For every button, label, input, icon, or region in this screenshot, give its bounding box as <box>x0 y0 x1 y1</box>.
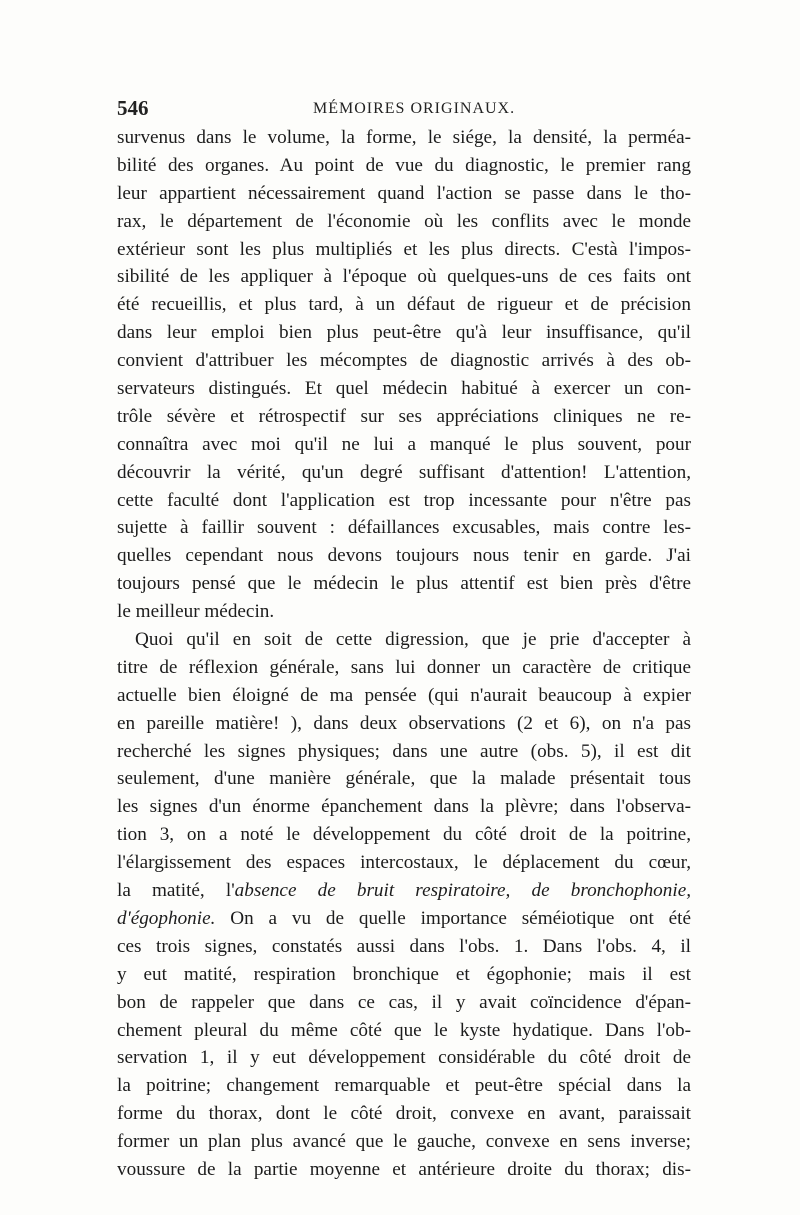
paragraph-1 <box>117 124 691 626</box>
text-line: l'élargissement des espaces intercostaux, le déplacement du cœur, <box>117 852 691 874</box>
text-line: ces trois signes, constatés aussi dans l'obs. 1. Dans l'obs. 4, il <box>117 935 691 957</box>
text-line: toujours pensé que le médecin le plus attentif est bien près d'être <box>117 573 691 595</box>
text-line: les signes d'un énorme épanchement dans la plèvre; dans l'observa- <box>117 796 691 818</box>
text-line: extérieur sont les plus multipliés et les plus directs. C'està l'impos- <box>117 238 691 260</box>
text-line: connaîtra avec moi qu'il ne lui a manqué le plus souvent, pour <box>117 433 691 455</box>
text-line: sibilité de les appliquer à l'époque où quelques-uns de ces faits ont <box>117 266 691 288</box>
text-line: en pareille matière! ), dans deux observations (2 et 6), on n'a pas <box>117 712 691 734</box>
text-line: cette faculté dont l'application est trop incessante pour n'être pas <box>117 489 691 511</box>
text-line: titre de réflexion générale, sans lui donner un caractère de critique <box>117 656 691 678</box>
page-number: 546 <box>117 96 149 120</box>
text-line: bon de rappeler que dans ce cas, il y avait coïncidence d'épan- <box>117 991 691 1013</box>
text-line: le meilleur médecin. <box>117 601 275 623</box>
text-line: trôle sévère et rétrospectif sur ses appréciations cliniques ne re- <box>117 405 691 427</box>
text-line: la poitrine; changement remarquable et peut-être spécial dans la <box>117 1075 691 1097</box>
text-line: Quoi qu'il en soit de cette digression, que je prie d'accepter à <box>135 629 691 651</box>
text-line: voussure de la partie moyenne et antérieure droite du thorax; dis- <box>117 1158 691 1180</box>
text-line: survenus dans le volume, la forme, le siége, la densité, la perméa- <box>117 127 691 148</box>
text-line: y eut matité, respiration bronchique et égophonie; mais il est <box>117 963 691 985</box>
text-line: sujette à faillir souvent : défaillances excusables, mais contre les- <box>117 517 691 539</box>
text-line: été recueillis, et plus tard, à un défaut de rigueur et de précision <box>117 294 691 316</box>
text-line: convient d'attribuer les mécomptes de diagnostic arrivés à des ob- <box>117 350 691 372</box>
page-header <box>117 96 685 124</box>
text-span: la matité, l' <box>117 880 235 902</box>
text-line: quelles cependant nous devons toujours nous tenir en garde. J'ai <box>117 545 691 567</box>
text-line-mixed <box>117 905 691 933</box>
text-line: former un plan plus avancé que le gauche, convexe en sens inverse; <box>117 1131 691 1153</box>
italic-text: d'égophonie. <box>117 907 216 929</box>
text-line: actuelle bien éloigné de ma pensée (qui n'aurait beaucoup à expier <box>117 684 691 706</box>
italic-text: absence de bruit respiratoire, de bronchophonie, <box>234 880 691 902</box>
running-title: MÉMOIRES ORIGINAUX. <box>313 100 516 117</box>
text-line: rax, le département de l'économie où les conflits avec le monde <box>117 210 691 232</box>
text-line-mixed <box>117 877 691 905</box>
text-line: chement pleural du même côté que le kyste hydatique. Dans l'ob- <box>117 1019 691 1041</box>
text-line: servateurs distingués. Et quel médecin habitué à exercer un con- <box>117 378 691 400</box>
text-line: seulement, d'une manière générale, que la malade présentait tous <box>117 768 691 790</box>
text-line: forme du thorax, dont le côté droit, convexe en avant, paraissait <box>117 1103 691 1125</box>
text-line: recherché les signes physiques; dans une autre (obs. 5), il est dit <box>117 740 691 762</box>
text-line: tion 3, on a noté le développement du côté droit de la poitrine, <box>117 824 691 846</box>
text-line: découvrir la vérité, qu'un degré suffisant d'attention! L'attention, <box>117 461 691 483</box>
text-span: On a vu de quelle importance séméiotique ont été <box>215 907 691 929</box>
text-line: servation 1, il y eut développement considérable du côté droit de <box>117 1047 691 1069</box>
text-line: leur appartient nécessairement quand l'action se passe dans le tho- <box>117 182 691 204</box>
paragraph-2 <box>117 626 691 1184</box>
text-line: bilité des organes. Au point de vue du diagnostic, le premier rang <box>117 154 691 176</box>
text-line: dans leur emploi bien plus peut-être qu'à leur insuffisance, qu'il <box>117 322 691 344</box>
body-text <box>117 124 691 1184</box>
